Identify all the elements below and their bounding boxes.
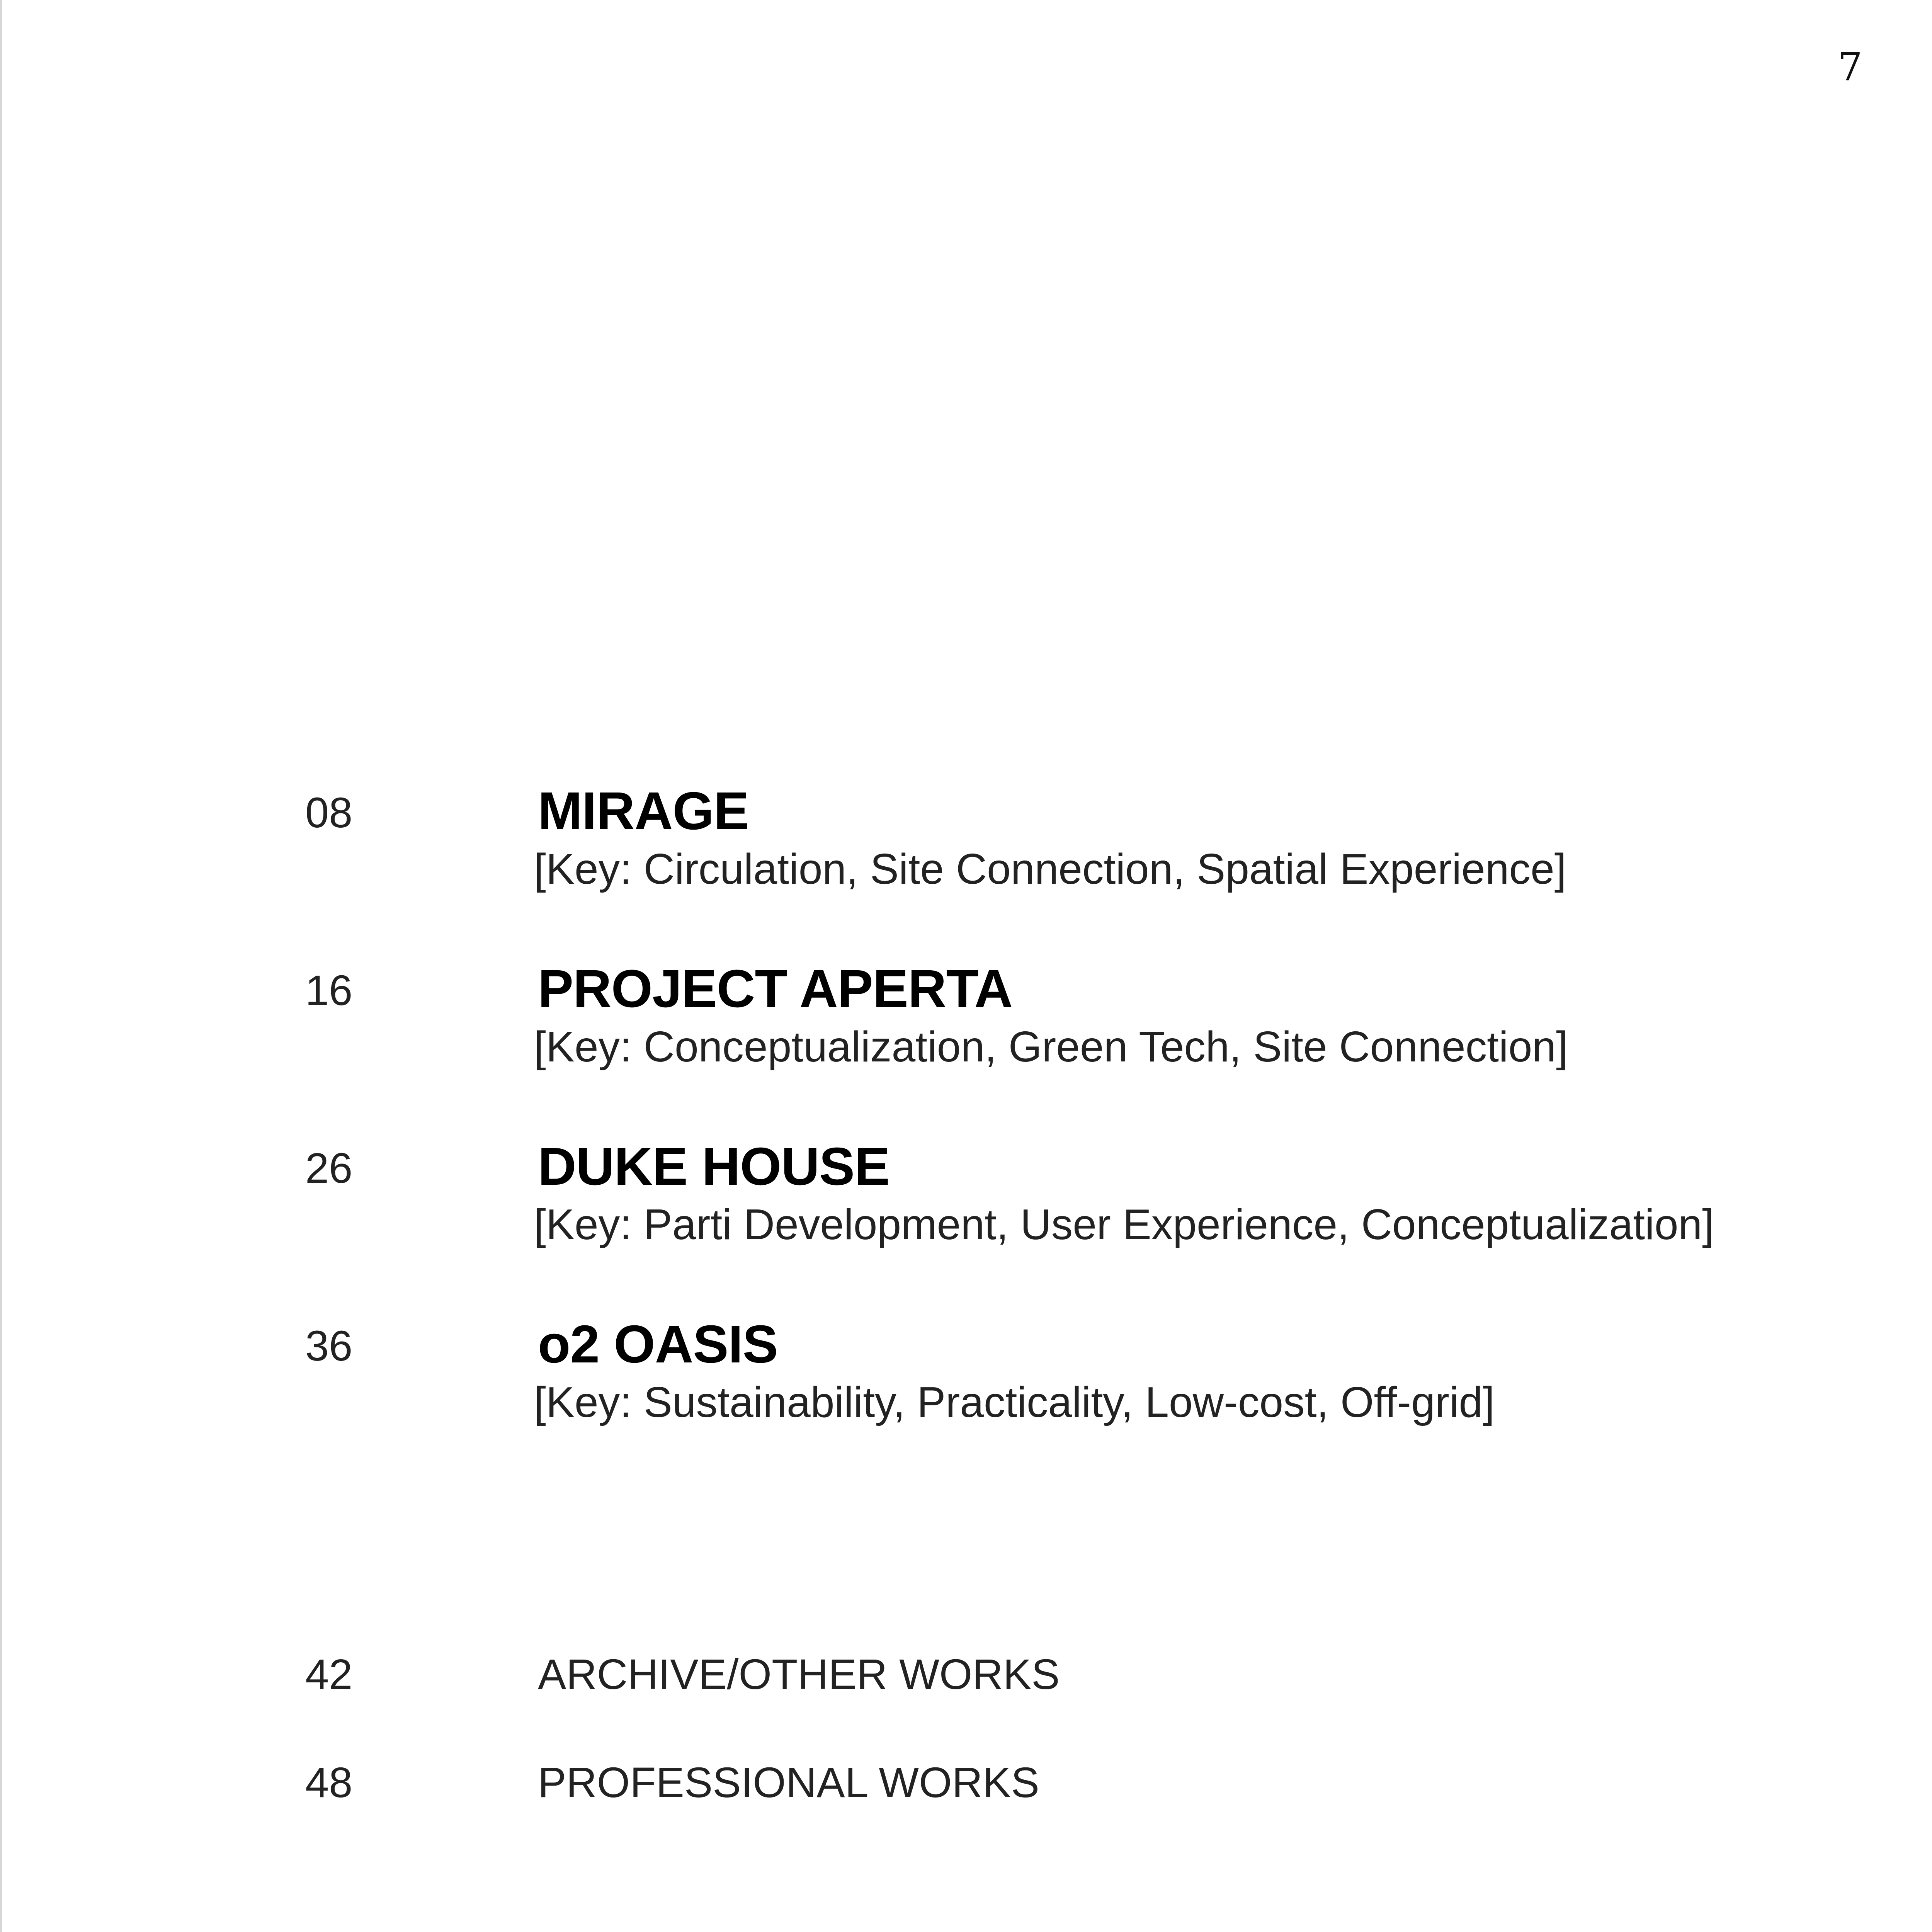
toc-entry-page: 36	[305, 1322, 353, 1370]
toc-entry-title: o2 OASIS	[538, 1315, 778, 1374]
toc-entry-page: 48	[305, 1759, 353, 1806]
toc-entry-page: 26	[305, 1145, 353, 1192]
toc-entry-title: MIRAGE	[538, 781, 749, 841]
toc-entry-keys: [Key: Parti Development, User Experience, Conceptualization]	[534, 1201, 1714, 1248]
toc-entry-title: ARCHIVE/OTHER WORKS	[538, 1651, 1060, 1698]
toc-entry-page: 08	[305, 789, 353, 837]
page-edge-divider	[0, 0, 2, 1932]
toc-entry-title: PROJECT APERTA	[538, 959, 1013, 1019]
toc-entry-title: PROFESSIONAL WORKS	[538, 1759, 1039, 1806]
toc-entry-keys: [Key: Sustainability, Practicality, Low-cost, Off-grid]	[534, 1378, 1495, 1426]
toc-entry-title: DUKE HOUSE	[538, 1137, 890, 1196]
page-number: 7	[1838, 44, 1862, 90]
toc-entry-keys: [Key: Circulation, Site Connection, Spatial Experience]	[534, 845, 1566, 893]
toc-entry-page: 42	[305, 1651, 353, 1698]
toc-entry-page: 16	[305, 967, 353, 1014]
toc-entry-keys: [Key: Conceptualization, Green Tech, Site Connection]	[534, 1023, 1568, 1071]
